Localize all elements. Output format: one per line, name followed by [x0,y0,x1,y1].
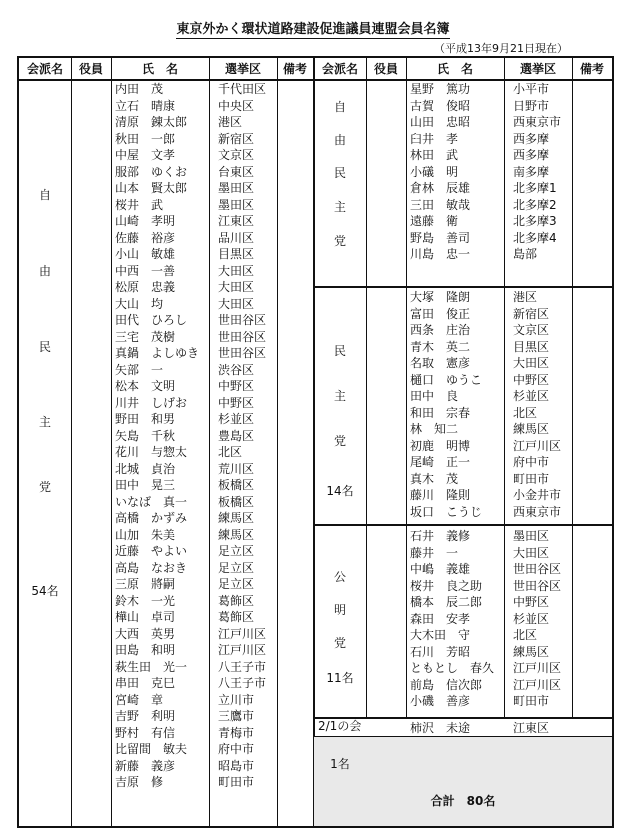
member-district: 新宿区 [513,306,550,321]
member-district: 小平市 [513,82,550,96]
member-name: 服部 ゆくお [115,164,188,179]
member-district: 目黒区 [218,247,255,261]
member-district: 杉並区 [218,412,255,426]
member-name: 花川 与惣太 [115,445,188,459]
divider [111,58,112,826]
document-title: 東京外かく環状道路建設促進議員連盟会員名簿 [176,22,450,37]
member-district: 江東区 [218,214,255,228]
member-district: 南多摩 [513,164,550,179]
member-district: 小金井市 [513,488,562,502]
faction-count: 1名 [330,757,350,771]
total-box [314,737,612,826]
member-district: 世田谷区 [513,578,562,593]
member-name: 松本 文明 [115,379,176,393]
member-district: 港区 [513,290,538,304]
faction-label: 2/1の会 [318,719,362,733]
member-district: 北区 [513,405,538,420]
member-district: 練馬区 [513,422,550,436]
member-district: 町田市 [513,694,550,708]
member-district: 西東京市 [513,504,562,519]
member-district: 三鷹市 [218,709,255,723]
faction-char: 公 [333,570,346,584]
member-district: 大田区 [513,545,550,560]
member-name: 宮崎 章 [115,692,164,707]
member-district: 港区 [218,115,243,129]
member-name: 小磯 善彦 [410,694,471,708]
member-name: 新藤 義彦 [115,758,176,773]
member-name: 石井 義修 [410,529,471,543]
member-district: 墨田区 [218,197,255,212]
member-district: 府中市 [513,455,550,469]
divider [71,58,72,826]
member-district: 島部 [513,247,538,261]
as-of-date: （平成13年9月21日現在） [434,42,568,55]
header-note: 備考 [282,62,307,76]
member-district: 中野区 [513,372,550,387]
member-name: 高橋 かずみ [115,511,188,525]
member-district: 北多摩3 [513,214,557,228]
divider [504,58,505,718]
header-name: 氏 名 [141,62,178,76]
member-name: 吉原 修 [115,775,164,789]
member-name: 古賀 俊昭 [410,98,471,113]
member-district: 江戸川区 [513,438,562,453]
faction-char: 党 [333,234,346,248]
member-name: 北城 貞治 [115,461,176,476]
member-name: 初鹿 明博 [410,438,471,453]
member-name: 田島 和明 [115,643,176,657]
member-district: 葛飾区 [218,610,255,624]
member-district: 千代田区 [218,82,267,96]
member-district: 町田市 [513,471,550,486]
group-separator [314,524,612,526]
member-name: 樋口 ゆうこ [410,372,483,387]
member-name: 佐藤 裕彦 [115,230,176,245]
faction-char: 自 [333,100,346,114]
member-district: 足立区 [218,560,255,575]
member-district: 文京区 [513,323,550,337]
member-name: 川島 忠一 [410,247,471,261]
member-district: 江戸川区 [218,626,267,641]
member-district: 北区 [513,628,538,642]
faction-char: 党 [38,480,51,494]
member-district: 大田区 [218,296,255,311]
member-name: ともとし 春久 [410,661,495,675]
member-name: 藤川 隆則 [410,488,471,502]
member-district: 八王子市 [218,659,267,674]
member-district: 町田市 [218,775,255,789]
header-role: 役員 [78,62,103,76]
member-name: 藤井 一 [410,545,459,560]
header-faction: 会派名 [321,62,358,76]
member-district: 中野区 [218,395,255,410]
member-name: 山田 忠昭 [410,115,471,129]
member-district: 西多摩 [513,148,550,162]
member-district: 世田谷区 [218,329,267,344]
total-count: 合計 80名 [430,794,496,808]
faction-char: 明 [333,603,346,617]
member-name: 野田 和男 [115,412,176,426]
member-name: 西条 庄治 [410,323,471,337]
member-name: 青木 英二 [410,339,471,354]
member-district: 豊島区 [218,428,255,443]
member-district: 世田谷区 [218,313,267,327]
member-name: いなば 真一 [115,494,188,509]
member-name: 富田 俊正 [410,306,471,321]
member-name: 松原 忠義 [115,280,176,294]
member-district: 中野区 [218,379,255,393]
member-district: 新宿区 [218,131,255,146]
member-name: 内田 茂 [115,82,164,96]
header-district: 選挙区 [519,62,556,76]
member-name: 大西 英男 [115,626,176,641]
member-name: 大木田 守 [410,628,471,642]
member-name: 臼井 孝 [410,131,459,146]
member-district: 練馬区 [218,527,255,542]
member-district: 大田区 [218,263,255,278]
member-name: 田中 晃三 [115,478,176,492]
member-name: 山崎 孝明 [115,214,176,228]
member-name: 石川 芳昭 [410,644,471,659]
member-name: 桜井 武 [115,197,164,212]
member-name: 鈴木 一光 [115,593,176,608]
header-note: 備考 [579,62,604,76]
member-name: 串田 克巳 [115,676,176,690]
member-name: 近藤 やよい [115,544,188,558]
member-district: 渋谷区 [218,362,255,377]
member-name: 桜井 良之助 [410,578,483,593]
member-district: 江戸川区 [513,677,562,692]
member-district: 品川区 [218,230,255,245]
faction-char: 民 [38,340,51,354]
member-district: 練馬区 [218,511,255,525]
divider [406,58,407,718]
member-district: 杉並区 [513,389,550,403]
member-name: 山本 賢太郎 [115,181,188,195]
member-district: 八王子市 [218,676,267,690]
member-name: 真木 茂 [410,471,459,486]
member-district: 江戸川区 [218,643,267,657]
faction-char: 党 [333,434,346,448]
member-name: 矢島 千秋 [115,428,176,443]
member-district: 江東区 [513,721,550,735]
member-district: 北多摩4 [513,230,557,245]
member-district: 西東京市 [513,115,562,129]
member-district: 板橋区 [218,478,255,492]
member-district: 目黒区 [513,339,550,354]
member-district: 文京区 [218,148,255,162]
member-district: 大田区 [218,280,255,294]
member-name: 秋田 一郎 [115,131,176,146]
member-name: 真鍋 よしゆき [115,346,200,360]
header-district: 選挙区 [224,62,261,76]
member-district: 墨田区 [218,181,255,195]
faction-char: 民 [333,344,346,358]
member-name: 星野 篤功 [410,82,471,96]
faction-char: 主 [38,415,51,429]
member-name: 大塚 隆朗 [410,290,471,304]
member-district: 世田谷区 [218,346,267,360]
faction-char: 党 [333,636,346,650]
member-name: 林田 武 [410,148,459,162]
member-name: 森田 安孝 [410,611,471,626]
member-name: 吉野 利明 [115,709,176,723]
member-name: 和田 宗春 [410,405,471,420]
member-district: 足立区 [218,544,255,558]
member-district: 昭島市 [218,758,255,773]
member-name: 矢部 一 [115,362,164,377]
member-name: 中屋 文孝 [115,148,176,162]
member-district: 西多摩 [513,131,550,146]
member-name: 山加 朱美 [115,527,176,542]
divider [572,58,573,718]
member-district: 北区 [218,445,243,459]
group-separator [314,286,612,288]
header-faction: 会派名 [26,62,63,76]
member-district: 墨田区 [513,529,550,543]
member-district: 杉並区 [513,611,550,626]
member-name: 立石 晴康 [115,98,176,113]
member-name: 大山 均 [115,296,164,311]
member-name: 野島 善司 [410,230,471,245]
member-name: 三田 敏哉 [410,197,471,212]
divider [366,58,367,718]
member-name: 清原 錬太郎 [115,115,188,129]
member-district: 世田谷区 [513,562,562,576]
member-name: 川井 しげお [115,395,188,410]
member-district: 立川市 [218,692,255,707]
member-name: 前島 信次郎 [410,677,483,692]
member-name: 坂口 こうじ [410,504,483,519]
header-name: 氏 名 [436,62,473,76]
member-district: 板橋区 [218,494,255,509]
divider [277,58,278,826]
member-name: 三宅 茂樹 [115,329,176,344]
faction-count: 11名 [326,671,354,685]
member-district: 葛飾区 [218,593,255,608]
member-name: 倉林 辰雄 [410,181,471,195]
member-name: 高島 なおき [115,560,188,575]
member-name: 中西 一善 [115,263,176,278]
member-district: 江戸川区 [513,661,562,675]
member-district: 北多摩2 [513,197,557,212]
faction-char: 由 [333,133,346,147]
member-district: 台東区 [218,164,255,179]
member-district: 荒川区 [218,461,255,476]
member-name: 名取 憲彦 [410,356,471,370]
center-divider [313,58,315,826]
faction-count: 14名 [326,484,354,498]
member-district: 日野市 [513,98,550,113]
member-name: 比留間 敏夫 [115,742,188,756]
member-name: 小礒 明 [410,164,459,179]
faction-count: 54名 [31,584,59,598]
member-district: 中央区 [218,98,255,113]
faction-char: 主 [333,389,346,403]
member-district: 北多摩1 [513,181,557,195]
member-name: 樺山 卓司 [115,610,176,624]
member-name: 小山 敏雄 [115,247,176,261]
member-name: 田中 良 [410,389,459,403]
member-district: 練馬区 [513,644,550,659]
member-district: 府中市 [218,742,255,756]
member-name: 柿沢 未途 [410,721,471,735]
faction-char: 主 [333,200,346,214]
member-name: 橋本 辰二郎 [410,595,483,609]
member-name: 萩生田 光一 [115,659,188,674]
member-district: 青梅市 [218,725,255,740]
member-district: 足立区 [218,577,255,591]
member-name: 遠藤 衛 [410,214,459,228]
member-name: 林 知二 [410,422,459,436]
member-district: 中野区 [513,595,550,609]
divider [209,58,210,826]
header-role: 役員 [373,62,398,76]
member-name: 野村 有信 [115,725,176,740]
member-name: 尾崎 正一 [410,455,471,469]
faction-char: 民 [333,166,346,180]
member-district: 大田区 [513,356,550,370]
member-name: 中嶋 義雄 [410,562,471,576]
faction-char: 自 [38,188,51,202]
member-name: 三原 將嗣 [115,577,176,591]
faction-char: 由 [38,264,51,278]
member-name: 田代 ひろし [115,313,188,327]
member-roster-table [17,56,614,828]
